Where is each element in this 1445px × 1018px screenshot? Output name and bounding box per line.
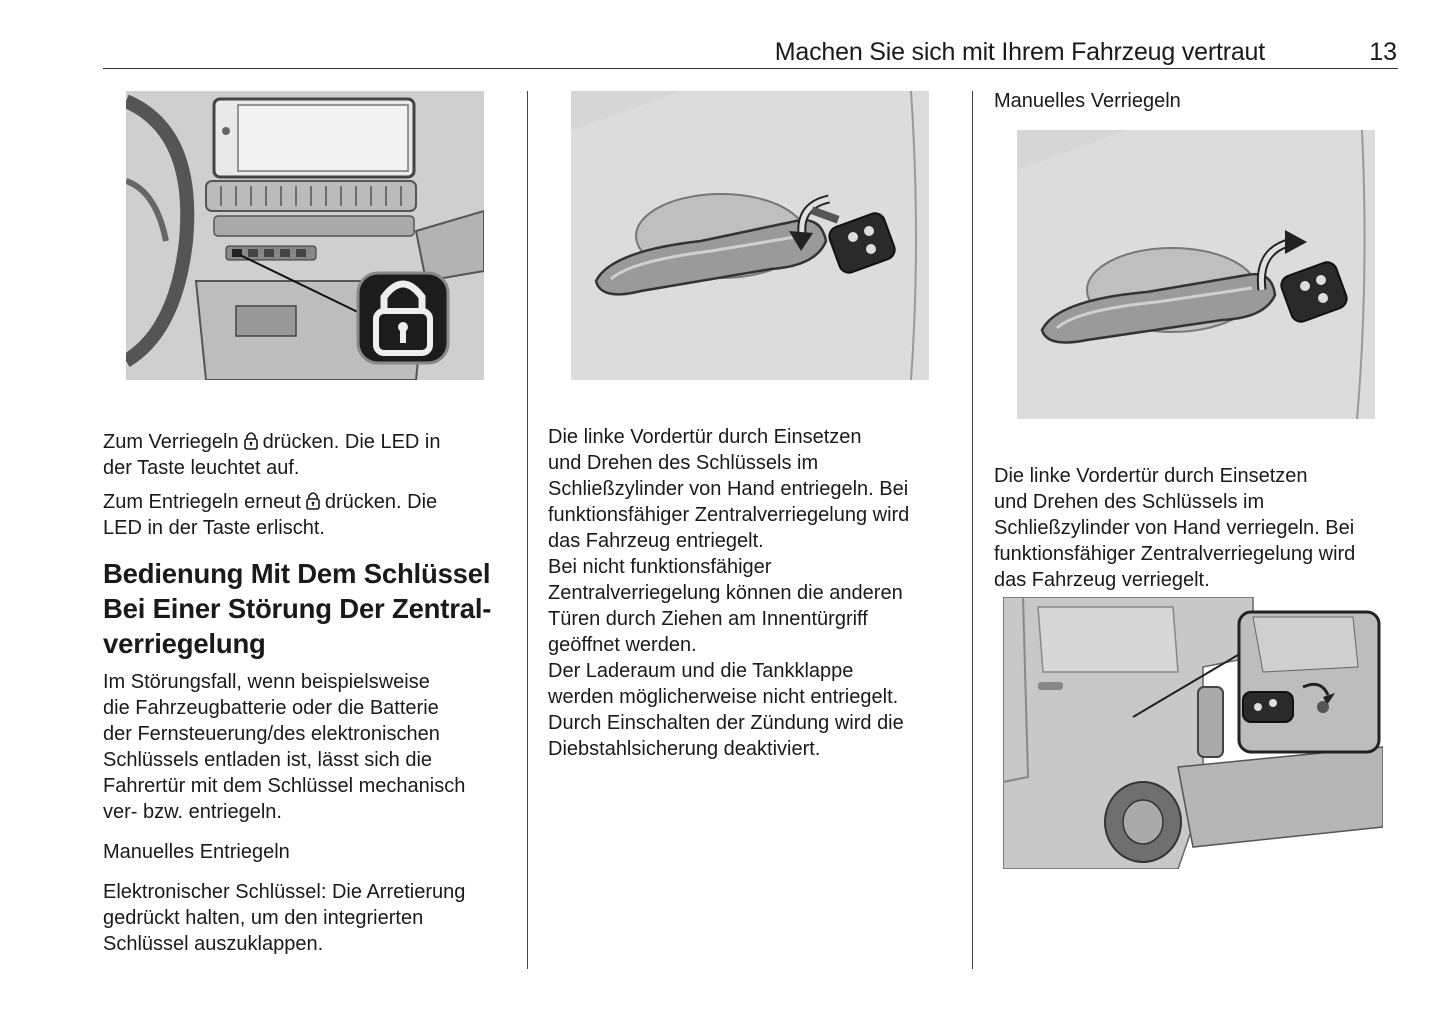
text-line: die Fahrzeugbatterie oder die Batterie bbox=[103, 697, 439, 719]
text-line: Fahrertür mit dem Schlüssel mechanisch bbox=[103, 775, 466, 797]
text-line: Türen durch Ziehen am Innentürgriff bbox=[548, 608, 868, 630]
lock-button-icon bbox=[243, 430, 259, 450]
text-line: ver- bzw. entriegeln. bbox=[103, 801, 282, 823]
unlock-instruction-text-end: drücken. Die bbox=[324, 491, 438, 513]
text-line: Schließzylinder von Hand verriegeln. Bei bbox=[994, 517, 1355, 539]
text-line: geöffnet werden. bbox=[548, 634, 697, 656]
text-line: funktionsfähiger Zentralverriegelung wird bbox=[548, 504, 910, 526]
unlock-instruction-text-start: Zum Entriegeln erneut bbox=[103, 491, 301, 513]
unlock-by-key-paragraph bbox=[548, 424, 968, 762]
text-line: und Drehen des Schlüssels im bbox=[548, 452, 819, 474]
section-heading bbox=[103, 556, 523, 661]
lock-by-key-paragraph bbox=[994, 463, 1414, 593]
text-line: Schlüssel auszuklappen. bbox=[103, 933, 324, 955]
text-line: werden möglicherweise nicht entriegelt. bbox=[548, 686, 899, 708]
running-header-title: Machen Sie sich mit Ihrem Fahrzeug vertraut bbox=[774, 38, 1265, 66]
text-line: das Fahrzeug verriegelt. bbox=[994, 569, 1210, 591]
lock-instruction-paragraph bbox=[103, 429, 523, 481]
section-heading-line: Bei Einer Störung Der Zentral- bbox=[103, 593, 492, 624]
van-rear-key-lock-illustration bbox=[1003, 597, 1383, 869]
text-line: funktionsfähiger Zentralverriegelung wird bbox=[994, 543, 1356, 565]
text-line: Die linke Vordertür durch Einsetzen bbox=[994, 465, 1308, 487]
text-line: Elektronischer Schlüssel: Die Arretierung bbox=[103, 881, 466, 903]
subheading-manual-unlock: Manuelles Entriegeln bbox=[103, 841, 290, 863]
text-line: Schlüssels entladen ist, lässt sich die bbox=[103, 749, 433, 771]
text-line: das Fahrzeug entriegelt. bbox=[548, 530, 764, 552]
malfunction-paragraph bbox=[103, 669, 523, 825]
lock-instruction-text-start: Zum Verriegeln bbox=[103, 431, 239, 453]
text-line: und Drehen des Schlüssels im bbox=[994, 491, 1265, 513]
text-line: Die linke Vordertür durch Einsetzen bbox=[548, 426, 862, 448]
section-heading-line: Bedienung Mit Dem Schlüssel bbox=[103, 558, 491, 589]
subheading-manual-lock: Manuelles Verriegeln bbox=[994, 90, 1181, 112]
lock-instruction-text-end: drücken. Die LED in bbox=[262, 431, 441, 453]
text-line: Der Laderaum und die Tankklappe bbox=[548, 660, 854, 682]
text-line: der Fernsteuerung/des elektronischen bbox=[103, 723, 440, 745]
column-divider-left bbox=[527, 91, 528, 969]
lock-button-icon bbox=[305, 490, 321, 510]
text-line: Durch Einschalten der Zündung wird die bbox=[548, 712, 904, 734]
header-rule bbox=[103, 68, 1398, 69]
door-handle-lock-illustration bbox=[1017, 130, 1375, 419]
text-line: Im Störungsfall, wenn beispielsweise bbox=[103, 671, 430, 693]
page-number: 13 bbox=[1369, 38, 1397, 66]
lock-instruction-line2: der Taste leuchtet auf. bbox=[103, 457, 300, 479]
column-divider-right bbox=[972, 91, 973, 969]
text-line: Bei nicht funktionsfähiger bbox=[548, 556, 772, 578]
unlock-instruction-paragraph bbox=[103, 489, 523, 541]
door-handle-unlock-illustration bbox=[571, 91, 929, 380]
section-heading-line: verriegelung bbox=[103, 628, 266, 659]
electronic-key-paragraph bbox=[103, 879, 523, 957]
text-line: Schließzylinder von Hand entriegeln. Bei bbox=[548, 478, 909, 500]
dashboard-lock-button-illustration bbox=[126, 91, 484, 380]
text-line: Diebstahlsicherung deaktiviert. bbox=[548, 738, 821, 760]
text-line: gedrückt halten, um den integrierten bbox=[103, 907, 424, 929]
text-line: Zentralverriegelung können die anderen bbox=[548, 582, 903, 604]
unlock-instruction-line2: LED in der Taste erlischt. bbox=[103, 517, 325, 539]
